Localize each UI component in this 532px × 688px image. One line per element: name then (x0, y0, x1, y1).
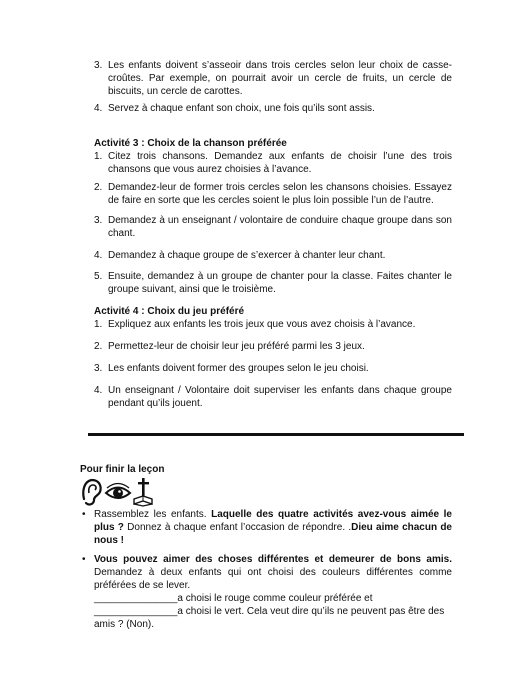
item-number: 4. (94, 385, 103, 396)
list-item (94, 214, 452, 240)
item-text: Demandez-leur de former trois cercles selon les chansons choisies. Essayez de faire en sorte que les cercles soient le plus loin possible l’un de l’autre. (108, 182, 452, 206)
item-number: 4. (94, 103, 103, 114)
item-text: Les enfants doivent s’asseoir dans trois cercles selon leur choix de casse-croûtes. Par exemple, on pourrait avoir un cercle de fruits, un cercle de biscuits, un cercle de carottes. (108, 60, 452, 97)
item-number: 3. (94, 363, 103, 374)
item-number: 2. (94, 182, 103, 193)
list-item (94, 384, 452, 410)
eye-icon (106, 484, 130, 499)
item-text: Demandez à chaque groupe de s’exercer à chanter leur chant. (108, 250, 386, 261)
bullet-mark: • (82, 509, 86, 520)
bullet-item (80, 553, 452, 592)
bullet-item (80, 508, 452, 547)
item-text: Permettez-leur de choisir leur jeu préféré parmi les 3 jeux. (108, 341, 365, 352)
bullet-mark: • (82, 554, 86, 565)
list-item (94, 150, 452, 176)
item-number: 1. (94, 319, 103, 330)
bible-cross-icon (134, 478, 152, 506)
item-number: 4. (94, 250, 103, 261)
item-text: Demandez à un enseignant / volontaire de conduire chaque groupe dans son chant. (108, 215, 452, 239)
item-number: 5. (94, 271, 103, 282)
item-number: 3. (94, 60, 103, 71)
list-item (94, 318, 452, 331)
ear-icon (83, 480, 100, 504)
item-text: Les enfants doivent former des groupes selon le jeu choisi. (108, 363, 369, 374)
closing-heading: Pour finir la leçon (80, 464, 165, 475)
closing-icons (80, 477, 160, 507)
list-item (94, 181, 452, 207)
item-number: 2. (94, 341, 103, 352)
item-text: Citez trois chansons. Demandez aux enfants de choisir l’une des trois chansons que vous aurez choisies à l’avance. (108, 151, 452, 175)
section-divider (88, 433, 464, 436)
item-text: Un enseignant / Volontaire doit superviser les enfants dans chaque groupe pendant qu’ils jouent. (108, 385, 452, 409)
list-item (94, 102, 452, 115)
item-text: Expliquez aux enfants les trois jeux que vous avez choisis à l’avance. (108, 319, 416, 330)
item-text: Servez à chaque enfant son choix, une fois qu’ils sont assis. (108, 103, 375, 114)
item-number: 3. (94, 215, 103, 226)
list-item (94, 340, 452, 353)
activity4-heading: Activité 4 : Choix du jeu préféré (94, 306, 245, 317)
bullet-continuation: _______________a choisi le rouge comme couleur préférée et _______________a choisi le vert. Cela veut dire qu’ils ne peuvent pas être des amis ? (Non). (94, 593, 445, 630)
list-item (94, 59, 452, 98)
activity3-heading: Activité 3 : Choix de la chanson préférée (94, 138, 287, 149)
bullet-text: Rassemblez les enfants. Laquelle des quatre activités avez-vous aimée le plus ? Donnez à chaque enfant l’occasion de répondre. .Dieu aime chacun de nous ! (94, 509, 452, 546)
list-item (94, 362, 452, 375)
list-item (94, 249, 452, 262)
item-text: Ensuite, demandez à un groupe de chanter pour la classe. Faites chanter le groupe suivant, ainsi que le troisième. (108, 271, 452, 295)
item-number: 1. (94, 151, 103, 162)
list-item (94, 270, 452, 296)
bullet-text: Vous pouvez aimer des choses différentes et demeurer de bons amis. Demandez à deux enfants qui ont choisi des couleurs différentes comme préférées de se lever. (94, 554, 452, 591)
